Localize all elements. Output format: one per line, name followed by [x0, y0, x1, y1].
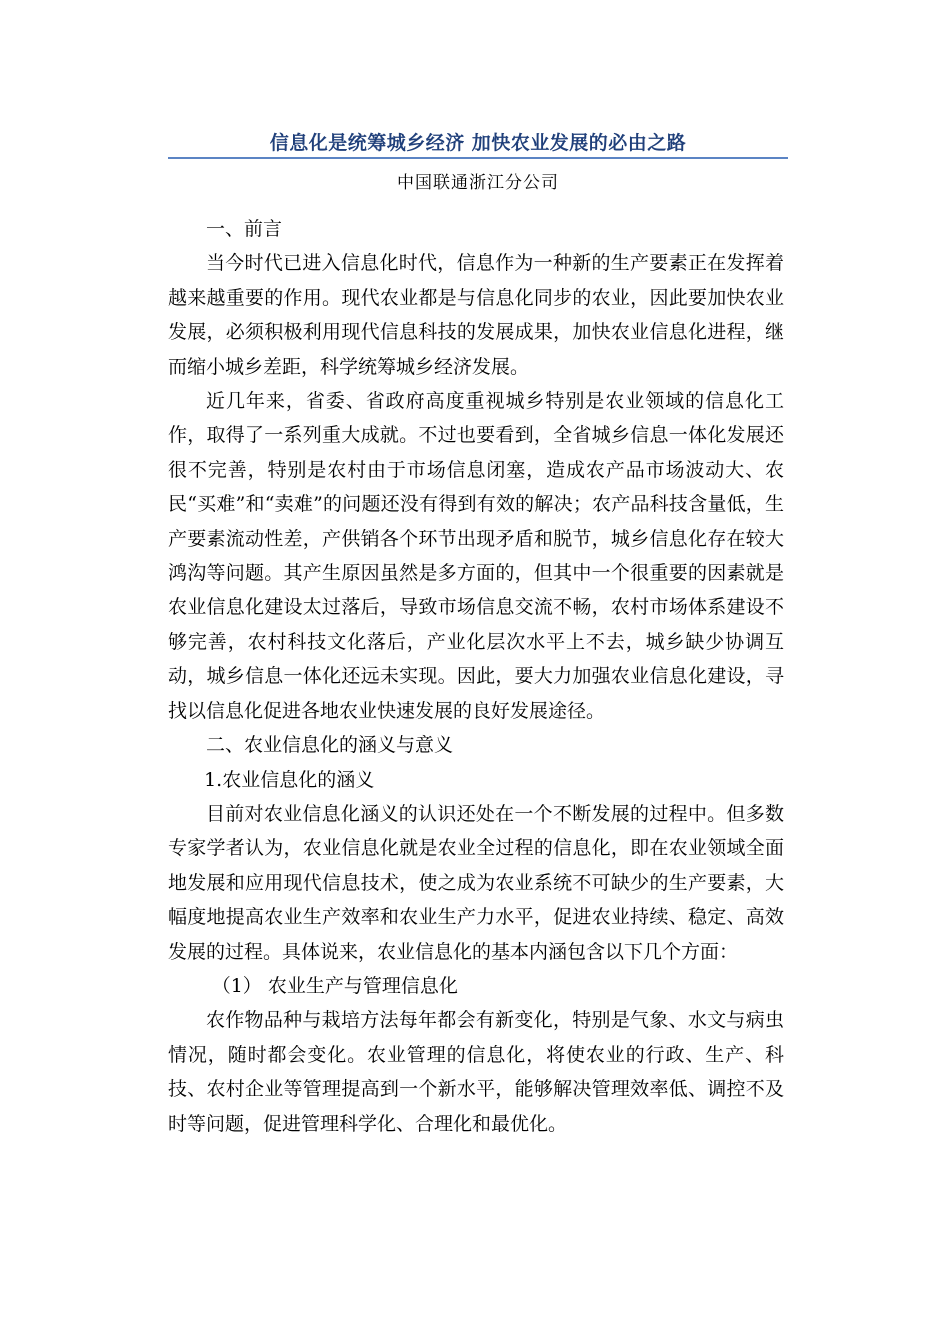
document-body — [168, 212, 784, 1141]
document-author: 中国联通浙江分公司 — [397, 173, 559, 193]
title-divider — [168, 157, 788, 159]
list-item-heading: （1） 农业生产与管理信息化 — [211, 974, 458, 997]
subsection-heading: 1.农业信息化的涵义 — [204, 768, 375, 791]
document-title: 信息化是统筹城乡经济 加快农业发展的必由之路 — [269, 132, 687, 154]
paragraph: 目前对农业信息化涵义的认识还处在一个不断发展的过程中。但多数专家学者认为，农业信息化就是农业全过程的信息化，即在农业领域全面地发展和应用现代信息技术，使之成为农业系统不可缺少的生产要素，大幅度地提高农业生产效率和农业生产力水平，促进农业持续、稳定、高效发展的过程。具体说来，农业信息化的基本内涵包含以下几个方面： — [168, 802, 784, 963]
paragraph: 农作物品种与栽培方法每年都会有新变化，特别是气象、水文与病虫情况，随时都会变化。农业管理的信息化，将使农业的行政、生产、科技、农村企业等管理提高到一个新水平，能够解决管理效率低、调控不及时等问题，促进管理科学化、合理化和最优化。 — [168, 1009, 784, 1135]
section-heading-preface: 一、前言 — [206, 218, 283, 240]
paragraph: 近几年来，省委、省政府高度重视城乡特别是农业领域的信息化工作，取得了一系列重大成就。不过也要看到，全省城乡信息一体化发展还很不完善，特别是农村由于市场信息闭塞，造成农产品市场波动大、农民“买难”和“卖难”的问题还没有得到有效的解决；农产品科技含量低，生产要素流动性差，产供销各个环节出现矛盾和脱节，城乡信息化存在较大鸿沟等问题。其产生原因虽然是多方面的，但其中一个很重要的因素就是农业信息化建设太过落后，导致市场信息交流不畅，农村市场体系建设不够完善，农村科技文化落后，产业化层次水平上不去，城乡缺少协调互动，城乡信息一体化还远未实现。因此，要大力加强农业信息化建设，寻找以信息化促进各地农业快速发展的良好发展途径。 — [168, 390, 784, 722]
paragraph: 当今时代已进入信息化时代，信息作为一种新的生产要素正在发挥着越来越重要的作用。现代农业都是与信息化同步的农业，因此要加快农业发展，必须积极利用现代信息科技的发展成果，加快农业信息化进程，继而缩小城乡差距，科学统筹城乡经济发展。 — [168, 252, 784, 378]
section-heading-meaning: 二、农业信息化的涵义与意义 — [206, 734, 454, 757]
